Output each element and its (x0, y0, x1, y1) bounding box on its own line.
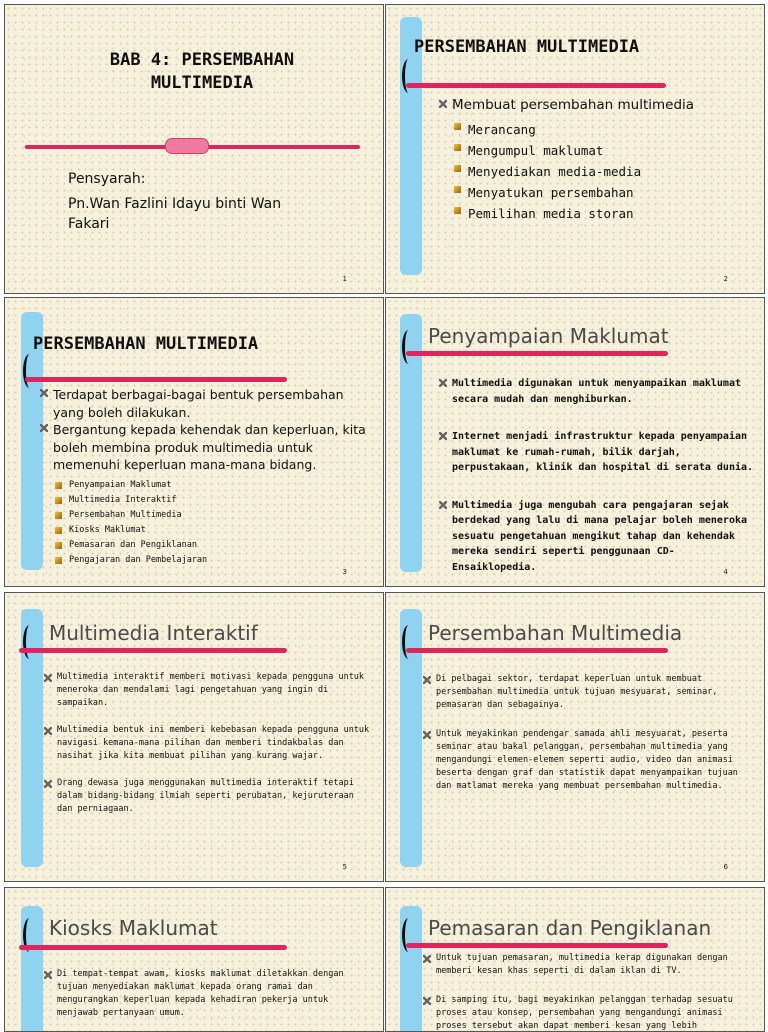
bullet-item: Bergantung kepada kehendak dan keperluan, kita boleh membina produk multimedia untuk memenuhi keperluan mana-mana bidang. (37, 421, 367, 474)
slide-3-title: PERSEMBAHAN MULTIMEDIA (33, 334, 259, 354)
bullet-item: Multimedia interaktif memberi motivasi kepada pengguna untuk meneroka dan mendalami lagi pengetahuan yang ingin di sampaikan. (41, 671, 371, 710)
slide-3 (4, 297, 384, 587)
slide-5-title: Multimedia Interaktif (49, 621, 258, 645)
slide-1 (4, 4, 384, 294)
sub-bullet: Penyampaian Maklumat (55, 478, 207, 493)
sub-bullet: Menyediakan media-media (454, 161, 641, 182)
sub-bullet: Persembahan Multimedia (55, 508, 207, 523)
lecturer-label: Pensyarah: (68, 171, 146, 187)
slide-8-title: Pemasaran dan Pengiklanan (428, 916, 712, 940)
sub-bullet: Pemilihan media storan (454, 203, 641, 224)
bullet-item: Terdapat berbagai-bagai bentuk persembahan yang boleh dilakukan. (37, 386, 367, 421)
page-number: 2 (723, 275, 728, 283)
slide-2 (385, 4, 765, 294)
bullet-list (436, 376, 756, 575)
sub-bullet: Kiosks Maklumat (55, 523, 207, 538)
bullet-item: Untuk tujuan pemasaran, multimedia kerap digunakan dengan memberi kesan khas seperti di dalam iklan di TV. (420, 952, 754, 978)
hook-ornament (402, 330, 415, 364)
hook-ornament (23, 625, 36, 659)
page-number: 5 (342, 863, 347, 871)
bullet-item: Di samping itu, bagi meyakinkan pelanggan terhadap sesuatu proses atau konsep, persembahan yang mengandungi animasi proses tersebut akan dapat memberi kesan yang lebih (420, 994, 754, 1032)
sub-bullet: Menyatukan persembahan (454, 182, 641, 203)
title-underline (406, 648, 668, 653)
bullet-item: Di tempat-tempat awam, kiosks maklumat diletakkan dengan tujuan menyediakan maklumat kepada orang ramai dan mengurangkan keperluan kepada kehadiran pekerja untuk menjawab pertanyaan umum. (41, 968, 361, 1020)
slide-4 (385, 297, 765, 587)
page-number: 6 (723, 863, 728, 871)
ribbon-knot (165, 138, 209, 154)
sub-bullet: Mengumpul maklumat (454, 140, 641, 161)
sub-bullet: Merancang (454, 119, 641, 140)
sub-bullet-list (454, 119, 641, 224)
bullet-item: Multimedia digunakan untuk menyampaikan maklumat secara mudah dan menghiburkan. (436, 376, 756, 407)
page-number: 3 (342, 568, 347, 576)
bullet-item: Untuk meyakinkan pendengar samada ahli mesyuarat, peserta seminar atau bakal pelanggan, persembahan multimedia yang mengandungi elemen-elemen seperti audio, video dan animasi beserta dengan graf dan statistik dapat menyampaikan tujuan dan matlamat mereka yang membuat persembahan multimedia. (420, 728, 754, 793)
title-underline (25, 377, 287, 382)
slide-6-title: Persembahan Multimedia (428, 621, 683, 645)
title-underline (19, 945, 287, 950)
slide-1-title: BAB 4: PERSEMBAHAN MULTIMEDIA (109, 50, 295, 93)
sub-bullet: Multimedia Interaktif (55, 493, 207, 508)
bullet-item: Multimedia bentuk ini memberi kebebasan kepada pengguna untuk navigasi kemana-mana pilihan dan memberi tindakbalas dan nasihat jika kita membuat pilihan yang kurang wajar. (41, 724, 371, 763)
title-underline (406, 83, 666, 88)
slide-7-title: Kiosks Maklumat (49, 916, 218, 940)
hook-ornament (23, 354, 36, 388)
bullet-item: Internet menjadi infrastruktur kepada penyampaian maklumat ke rumah-rumah, bilik darjah, perpustakaan, klinik dan hospital di serata dunia. (436, 429, 756, 476)
lecturer-name: Pn.Wan Fazlini Idayu binti Wan Fakari (68, 196, 282, 232)
slide-5 (4, 592, 384, 882)
title-underline (406, 943, 668, 948)
slide-2-title: PERSEMBAHAN MULTIMEDIA (414, 37, 640, 57)
bullet-item: Orang dewasa juga menggunakan multimedia interaktif tetapi dalam bidang-bidang ilmiah seperti perubatan, kejuruteraan dan perniagaan. (41, 777, 371, 816)
slide-4-title: Penyampaian Maklumat (428, 324, 669, 348)
bullet-list (420, 952, 754, 1032)
page-number: 1 (342, 275, 347, 283)
sub-bullet: Pemasaran dan Pengiklanan (55, 538, 207, 553)
bullet-list (37, 386, 367, 474)
main-bullet: Membuat persembahan multimedia (436, 97, 694, 113)
title-underline (19, 648, 287, 653)
hook-ornament (402, 625, 415, 659)
slide-6 (385, 592, 765, 882)
page-number: 4 (723, 568, 728, 576)
bullet-item: Multimedia juga mengubah cara pengajaran sejak berdekad yang lalu di mana pelajar boleh meneroka sesuatu pengetahuan mengikut tahap dan kehendak mereka sendiri seperti penggunaan CD-Ensaiklopedia. (436, 498, 756, 576)
bullet-list (41, 968, 361, 1020)
bullet-item: Di pelbagai sektor, terdapat keperluan untuk membuat persembahan multimedia untuk tujuan mesyuarat, seminar, pemasaran dan sebagainya. (420, 673, 754, 712)
sub-bullet: Pengajaran dan Pembelajaran (55, 553, 207, 568)
slide-7 (4, 887, 384, 1032)
bullet-list (41, 671, 371, 816)
slide-8 (385, 887, 765, 1032)
title-underline (406, 351, 668, 356)
bullet-list (420, 673, 754, 793)
sub-bullet-list (55, 478, 207, 568)
